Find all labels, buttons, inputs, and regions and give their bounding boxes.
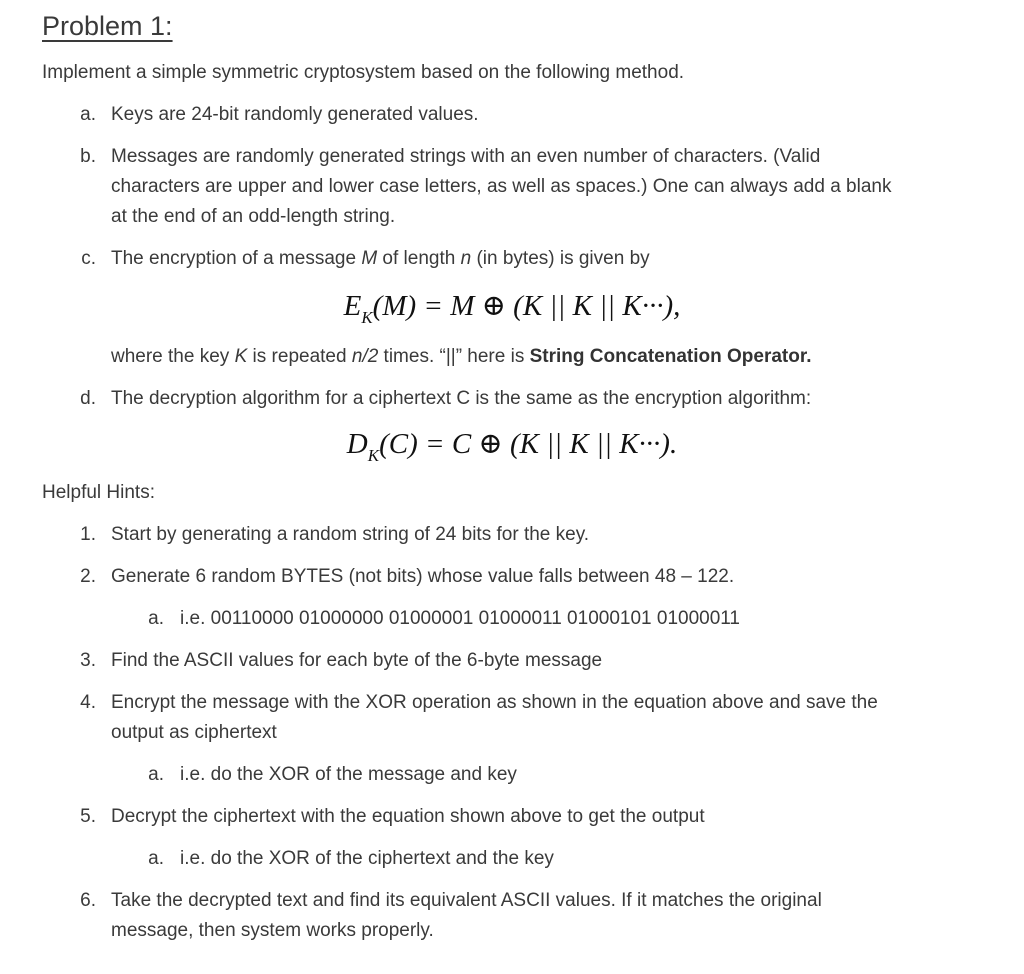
hint-marker: 1. [80, 524, 96, 545]
hint-marker: 3. [80, 650, 96, 671]
eq-subscript: K [361, 308, 373, 327]
eq-lhs: D [346, 428, 368, 460]
hint-item: Find the ASCII values for each byte of the 6-byte message [111, 650, 603, 671]
hint-marker: 5. [80, 806, 96, 827]
equation-note [111, 342, 811, 372]
variable-n-half: n/2 [351, 346, 379, 367]
problem-title: Problem 1: [42, 11, 173, 41]
hint-sub-item: i.e. do the XOR of the ciphertext and the key [180, 848, 554, 869]
text-run: is repeated [247, 346, 352, 367]
eq-lhs: E [343, 290, 362, 322]
text-run: where the key [111, 346, 235, 367]
hint-sub-marker: a. [148, 608, 164, 629]
text-run: of length [377, 248, 461, 269]
hint-item: Start by generating a random string of 24 bits for the key. [111, 524, 590, 545]
text-run: The encryption of a message [111, 248, 362, 269]
hint-sub-item: i.e. do the XOR of the message and key [180, 764, 517, 785]
eq-rhs: = C ⊕ (K || K || K···). [417, 428, 678, 460]
hint-item: Generate 6 random BYTES (not bits) whose value falls between 48 – 122. [111, 566, 735, 587]
variable-n: n [460, 248, 472, 269]
decryption-equation [0, 424, 1024, 464]
list-item-messages-line-1: Messages are randomly generated strings with an even number of characters. (Valid [111, 146, 821, 167]
hint-item-line-2: message, then system works properly. [111, 920, 434, 941]
list-item-messages-line-3: at the end of an odd-length string. [111, 206, 396, 227]
hint-sub-marker: a. [148, 764, 164, 785]
list-item-decryption: The decryption algorithm for a ciphertext C is the same as the encryption algorithm: [111, 388, 812, 409]
list-marker: c. [81, 248, 96, 269]
hint-sub-item: i.e. 00110000 01000000 01000001 01000011 01000101 01000011 [180, 608, 740, 629]
eq-subscript: K [367, 446, 380, 465]
encryption-equation [0, 286, 1024, 326]
hint-item: Decrypt the ciphertext with the equation shown above to get the output [111, 806, 705, 827]
hint-marker: 2. [80, 566, 96, 587]
bold-operator-name: String Concatenation Operator. [529, 346, 812, 367]
variable-k: K [234, 346, 248, 367]
text-run: times. “||” here is [378, 346, 530, 367]
list-item-encryption [111, 244, 650, 274]
hint-marker: 6. [80, 890, 96, 911]
hint-item-line-2: output as ciphertext [111, 722, 277, 743]
eq-arg: (M) [372, 290, 417, 322]
variable-m: M [361, 248, 378, 269]
list-marker: a. [80, 104, 96, 125]
hints-title: Helpful Hints: [42, 482, 155, 503]
list-item-keys: Keys are 24-bit randomly generated values. [111, 104, 479, 125]
list-marker: b. [80, 146, 96, 167]
hint-marker: 4. [80, 692, 96, 713]
intro-text: Implement a simple symmetric cryptosystem based on the following method. [42, 62, 685, 83]
eq-arg: (C) [379, 428, 418, 460]
eq-rhs: = M ⊕ (K || K || K···), [416, 290, 681, 322]
text-run: (in bytes) is given by [471, 248, 650, 269]
hint-item-line-1: Encrypt the message with the XOR operation as shown in the equation above and save the [111, 692, 878, 713]
hint-sub-marker: a. [148, 848, 164, 869]
list-marker: d. [80, 388, 96, 409]
list-item-messages-line-2: characters are upper and lower case letters, as well as spaces.) One can always add a blank [111, 176, 892, 197]
hint-item-line-1: Take the decrypted text and find its equivalent ASCII values. If it matches the original [111, 890, 822, 911]
